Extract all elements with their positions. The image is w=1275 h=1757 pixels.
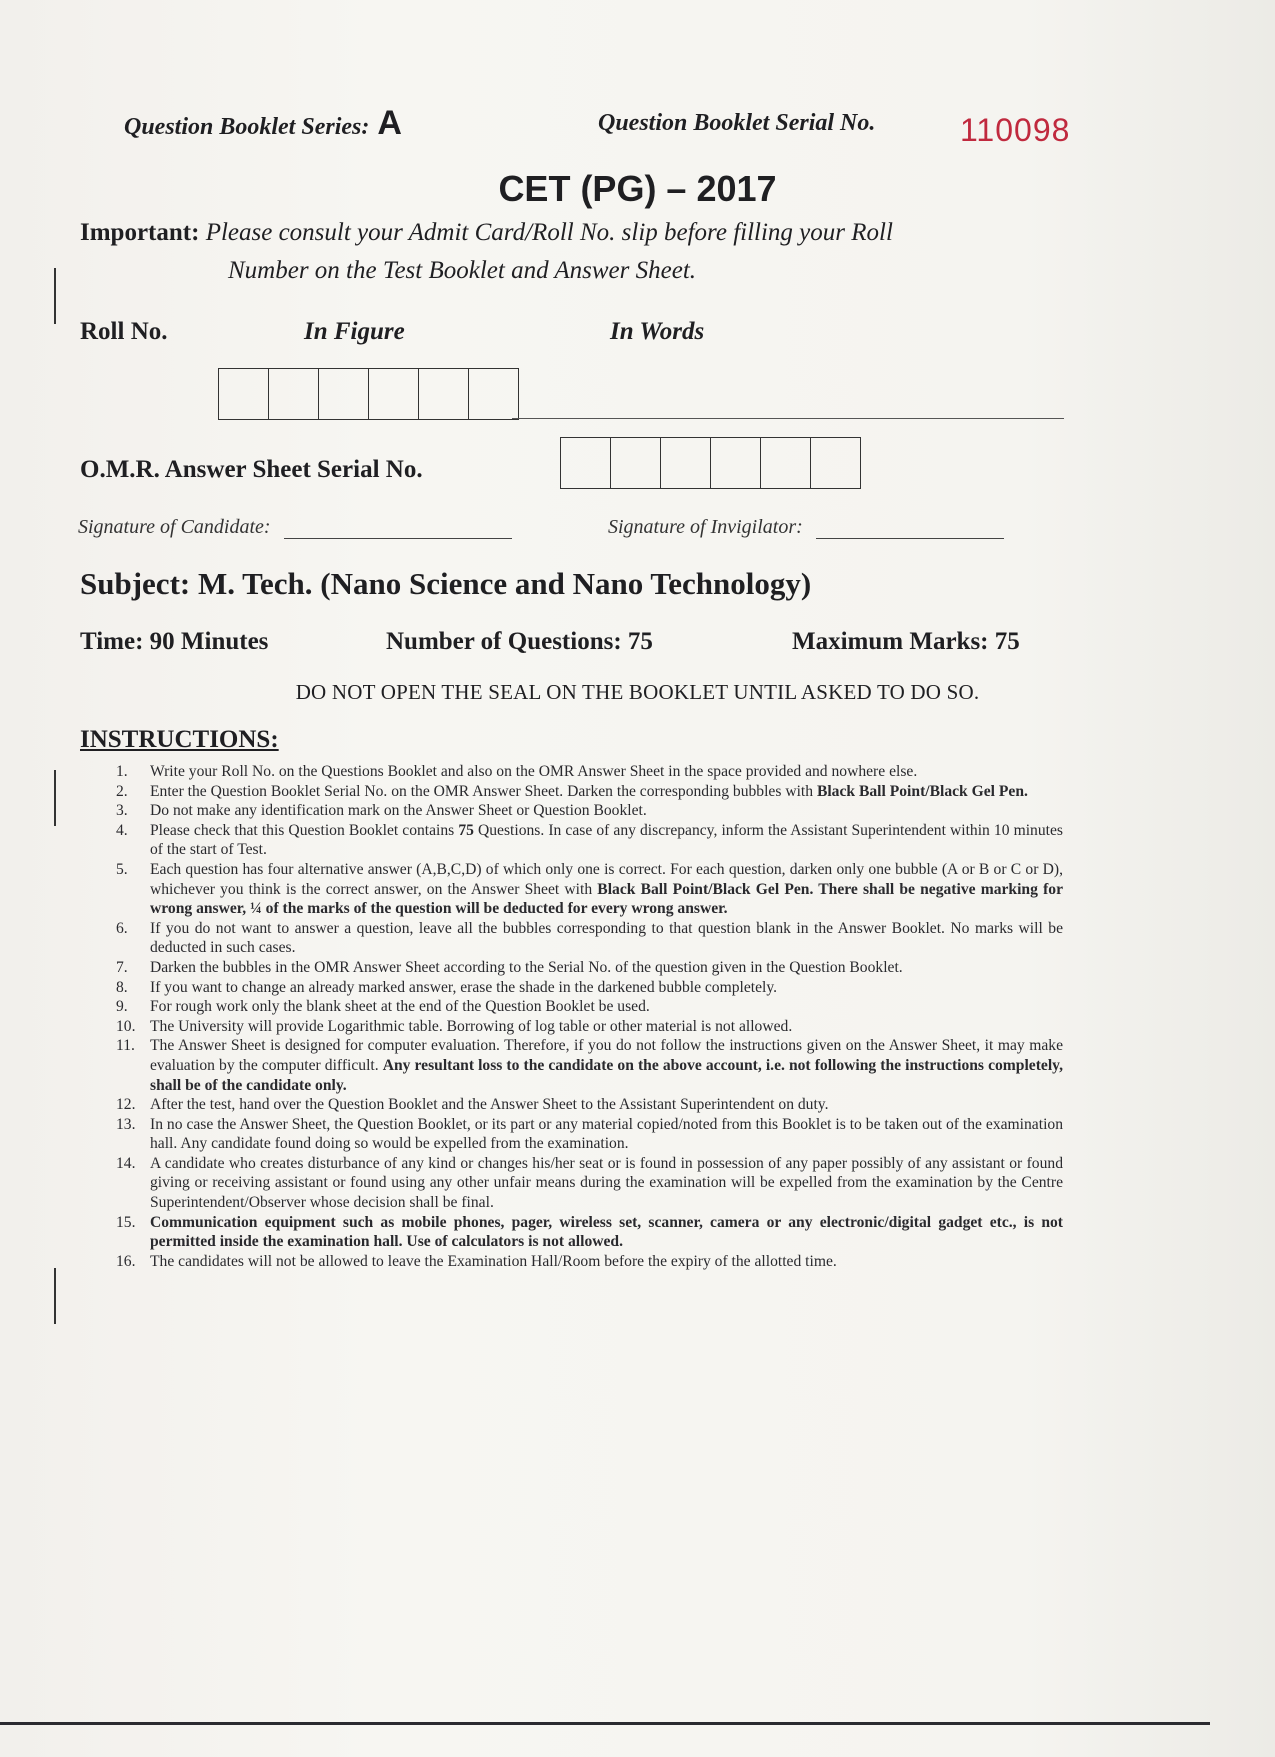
instruction-number: 7. — [116, 958, 128, 976]
instruction-item — [116, 919, 1063, 958]
bottom-rule — [0, 1722, 1210, 1725]
instruction-text — [150, 762, 1063, 782]
instruction-text-part: Each question has four alternative answer (A,B,C,D) of which only one is correct. For each question, darken only one bubble (A or B or C or D), whichever you think is the correct answer, on the Answer Sheet with — [150, 860, 1063, 898]
instruction-item — [116, 1252, 1063, 1272]
in-figure-label: In Figure — [304, 318, 405, 345]
roll-digit-box[interactable] — [319, 369, 369, 419]
instruction-text-part: The University will provide Logarithmic table. Borrowing of log table or other material is not allowed. — [150, 1017, 793, 1035]
instruction-text-part: After the test, hand over the Question Booklet and the Answer Sheet to the Assistant Superintendent on duty. — [150, 1096, 829, 1114]
instruction-text-part: If you want to change an already marked answer, erase the shade in the darkened bubble completely. — [150, 978, 778, 996]
instruction-item — [116, 762, 1063, 782]
instruction-text — [150, 782, 1063, 802]
omr-digit-box[interactable] — [811, 438, 860, 488]
series-label: Question Booklet Series: — [124, 114, 370, 140]
important-notice — [80, 214, 1080, 290]
omr-serial-boxes[interactable] — [560, 437, 861, 489]
margin-mark — [54, 770, 56, 826]
instruction-text-bold: Communication equipment such as mobile phones, pager, wireless set, scanner, camera or any electronic/digital gadget etc., is not permitted inside the examination hall. Use of calculators is not allowed. — [150, 1213, 1063, 1251]
instruction-text-part: A candidate who creates disturbance of any kind or changes his/her seat or is found in possession of any paper possibly of any assistant or found giving or receiving assistant or found using any other unfair means during the examination will be expelled from the examination by the Centre Superintendent/Observer whose decision shall be final. — [150, 1154, 1063, 1212]
instruction-item — [116, 1095, 1063, 1115]
instruction-text-bold: Black Ball Point/Black Gel Pen. — [816, 782, 1028, 800]
instruction-text-part: Please check that this Question Booklet contains — [150, 821, 459, 839]
instruction-text — [150, 821, 1063, 860]
instruction-text — [150, 1115, 1063, 1154]
roll-digit-box[interactable] — [219, 369, 269, 419]
important-label: Important: — [80, 219, 200, 246]
serial-label: Question Booklet Serial No. — [598, 110, 876, 136]
roll-number-boxes[interactable] — [218, 368, 519, 420]
omr-digit-box[interactable] — [711, 438, 761, 488]
instruction-text-bold: 75 — [458, 821, 474, 839]
roll-label: Roll No. — [80, 318, 168, 345]
series-letter: A — [377, 104, 402, 142]
instruction-number: 14. — [116, 1154, 136, 1172]
seal-notice: DO NOT OPEN THE SEAL ON THE BOOKLET UNTIL ASKED TO DO SO. — [295, 680, 980, 704]
instruction-text-part: Enter the Question Booklet Serial No. on the OMR Answer Sheet. Darken the corresponding bubbles with — [150, 782, 817, 800]
instruction-text — [150, 1213, 1063, 1252]
instruction-text — [150, 860, 1063, 919]
instruction-text-part: The candidates will not be allowed to leave the Examination Hall/Room before the expiry of the allotted time. — [150, 1252, 837, 1270]
instruction-number: 4. — [116, 821, 128, 839]
instruction-text-part: Darken the bubbles in the OMR Answer Sheet according to the Serial No. of the question given in the Question Booklet. — [150, 958, 903, 976]
margin-mark — [54, 268, 56, 324]
instruction-item — [116, 801, 1063, 821]
roll-digit-box[interactable] — [419, 369, 469, 419]
instruction-number: 8. — [116, 978, 128, 996]
time-limit: Time: 90 Minutes — [80, 628, 269, 655]
instruction-item — [116, 860, 1063, 919]
instruction-text — [150, 1036, 1063, 1095]
instruction-number: 11. — [116, 1037, 135, 1055]
candidate-signature-label: Signature of Candidate: — [78, 516, 271, 538]
invigilator-signature-line[interactable] — [816, 520, 1004, 539]
instruction-text — [150, 978, 1063, 998]
instruction-text — [150, 997, 1063, 1017]
instruction-number: 1. — [116, 763, 128, 780]
instruction-text — [150, 919, 1063, 958]
margin-mark — [54, 1268, 56, 1324]
instruction-number: 6. — [116, 919, 128, 937]
instruction-item — [116, 782, 1063, 802]
instruction-text — [150, 1017, 1063, 1037]
instruction-text — [150, 1252, 1063, 1272]
instruction-text-part: The Answer Sheet is designed for computer evaluation. Therefore, if you do not follow the instructions given on the Answer Sheet, it may make evaluation by the computer difficult. — [150, 1037, 1063, 1074]
invigilator-signature — [608, 516, 1004, 539]
instruction-number: 9. — [116, 998, 128, 1016]
omr-digit-box[interactable] — [761, 438, 811, 488]
roll-digit-box[interactable] — [469, 369, 518, 419]
instruction-text-part: If you do not want to answer a question, leave all the bubbles corresponding to that question blank in the Answer Booklet. No marks will be deducted in such cases. — [150, 919, 1063, 957]
instruction-item — [116, 1213, 1063, 1252]
instruction-item — [116, 958, 1063, 978]
booklet-series — [124, 104, 402, 143]
instruction-text-bold: Black Ball Point/Black Gel Pen. There shall be negative marking for wrong answer, ¼ of the marks of the question will be deducted for every wrong answer. — [150, 880, 1063, 918]
serial-number: 110098 — [960, 112, 1071, 148]
instruction-number: 3. — [116, 802, 128, 820]
instruction-item — [116, 1115, 1063, 1154]
exam-title: CET (PG) – 2017 — [498, 168, 777, 209]
instruction-text-part: Do not make any identification mark on the Answer Sheet or Question Booklet. — [150, 802, 647, 820]
instruction-text — [150, 958, 1063, 978]
instruction-item — [116, 978, 1063, 998]
roll-in-words-line[interactable] — [512, 418, 1064, 419]
instruction-text — [150, 801, 1063, 821]
subject: Subject: M. Tech. (Nano Science and Nano Technology) — [80, 566, 812, 601]
instruction-text — [150, 1154, 1063, 1213]
instruction-number: 2. — [116, 782, 128, 800]
roll-digit-box[interactable] — [369, 369, 419, 419]
instruction-number: 5. — [116, 860, 128, 878]
instruction-text — [150, 1095, 1063, 1115]
omr-digit-box[interactable] — [561, 438, 611, 488]
instruction-text-bold: Any resultant loss to the candidate on the above account, i.e. not following the instructions completely, shall be of the candidate only. — [150, 1056, 1063, 1094]
important-line-2: Number on the Test Booklet and Answer Sheet. — [228, 257, 697, 284]
instruction-item — [116, 1154, 1063, 1213]
candidate-signature — [78, 516, 512, 539]
in-words-label: In Words — [610, 318, 705, 345]
candidate-signature-line[interactable] — [284, 520, 512, 539]
maximum-marks: Maximum Marks: 75 — [792, 628, 1020, 655]
roll-digit-box[interactable] — [269, 369, 319, 419]
instruction-text-part: For rough work only the blank sheet at the end of the Question Booklet be used. — [150, 998, 650, 1016]
instruction-item — [116, 997, 1063, 1017]
omr-digit-box[interactable] — [611, 438, 661, 488]
omr-serial-label: O.M.R. Answer Sheet Serial No. — [80, 456, 423, 483]
omr-digit-box[interactable] — [661, 438, 711, 488]
instructions-heading: INSTRUCTIONS: — [80, 726, 279, 753]
instruction-item — [116, 821, 1063, 860]
instruction-number: 12. — [116, 1096, 136, 1114]
instruction-text-part: Write your Roll No. on the Questions Booklet and also on the OMR Answer Sheet in the space provided and nowhere else. — [150, 763, 918, 780]
instruction-item — [116, 1036, 1063, 1095]
instruction-item — [116, 1017, 1063, 1037]
instruction-number: 15. — [116, 1213, 136, 1231]
instruction-number: 13. — [116, 1115, 136, 1133]
number-of-questions: Number of Questions: 75 — [386, 628, 653, 655]
instruction-number: 16. — [116, 1252, 136, 1270]
instruction-number: 10. — [116, 1017, 136, 1035]
booklet-serial — [598, 110, 875, 137]
instruction-text-part: Questions. In case of any discrepancy, inform the Assistant Superintendent within 10 minutes of the start of Test. — [150, 821, 1063, 859]
instructions-list — [116, 762, 1063, 1271]
invigilator-signature-label: Signature of Invigilator: — [608, 516, 803, 538]
important-line-1: Please consult your Admit Card/Roll No. slip before filling your Roll — [205, 219, 893, 246]
instruction-text-part: In no case the Answer Sheet, the Question Booklet, or its part or any material copied/noted from this Booklet is to be taken out of the examination hall. Any candidate found doing so would be expelled from the examination. — [150, 1115, 1063, 1153]
